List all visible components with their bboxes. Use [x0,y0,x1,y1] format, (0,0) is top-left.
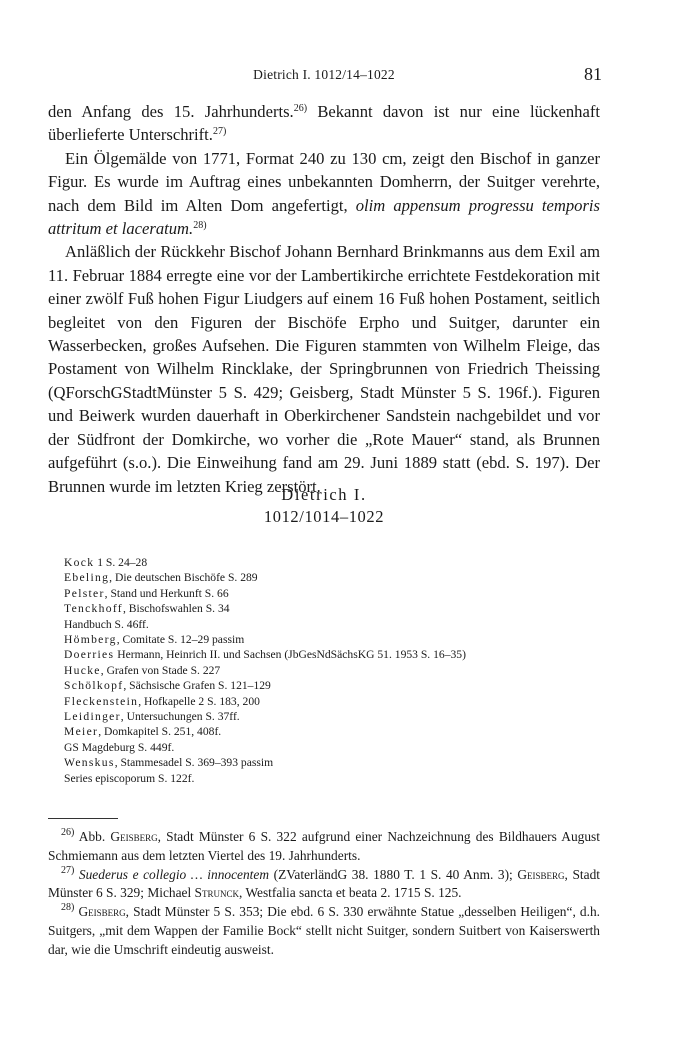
bibliography-item [64,724,624,739]
section-title: Dietrich I. [281,485,367,504]
bibliography-item [64,617,624,632]
author-name: Geisberg [78,904,126,920]
bibliography-list [64,555,624,786]
section-heading [48,484,600,528]
bib-reference: , Grafen von Stade S. 227 [100,663,221,677]
footnote-text: , Stadt Münster 5 S. 353; Die ebd. 6 S. 330 erwähnte Statue „desselben Heiligen“, d.h. Suitgers, „mit dem Wappen der Familie Bock“ stellt nicht Suitger, sondern Suitbert von Kaiserswerth dar, wie die Umschrift eindeutig ausweist. [48,904,600,957]
main-text [48,100,600,498]
footnote-number: 28) [61,902,75,914]
bibliography-item [64,740,624,755]
bib-reference: , Comitate S. 12–29 passim [116,633,245,647]
bib-reference: , Stammesadel S. 369–393 passim [114,756,274,770]
bib-reference: , Untersuchungen S. 37ff. [120,710,240,724]
bibliography-item [64,570,624,585]
footnote-ref: 27) [212,126,227,138]
paragraph-continuation [48,100,600,147]
section-dates: 1012/1014–1022 [263,507,385,526]
bib-reference: Handbuch S. 46ff. [64,617,149,631]
bibliography-item [64,586,624,601]
latin-quote: olim appensum progressu temporis attritum et laceratum. [48,195,600,239]
bib-reference: , Domkapitel S. 251, 408f. [98,725,222,739]
bib-reference: Series episcoporum S. 122f. [64,771,195,785]
bibliography-item [64,709,624,724]
paragraph-text: den Anfang des 15. Jahrhunderts. [48,102,294,121]
footnote-26 [48,828,600,866]
running-title: Dietrich I. 1012/14–1022 [253,67,395,82]
bibliography-item [64,755,624,770]
footnote-28 [48,903,600,959]
latin-quote: Suederus e collegio … innocentem [74,866,270,882]
bib-author: Hömberg [64,633,117,647]
bibliography-item [64,694,624,709]
running-head [48,64,600,86]
bib-author: Fleckenstein [64,694,139,708]
footnote-number: 26) [61,827,75,838]
bibliography-item [64,632,624,647]
footnote-divider [48,818,118,819]
bib-reference: , Bischofswahlen S. 34 [122,602,230,616]
bib-author: Hucke [64,663,101,677]
bib-author: Ebeling [64,571,110,585]
bibliography-item [64,678,624,693]
footnote-text: , Stadt Münster 6 S. 329; Michael [48,866,600,901]
paragraph-text: Ein Ölgemälde von 1771, Format 240 zu 130 cm, zeigt den Bischof in ganzer Figur. Es wurde im Auftrag eines unbekannten Domherrn, der Suitger verehrte, nach dem Bild im Alten Dom angefertigt, [48,148,600,215]
bib-author: Kock [64,556,95,569]
bibliography-item [64,555,624,570]
author-name: Geisberg [110,829,158,844]
footnote-text: Abb. [74,829,111,844]
footnote-number: 27) [61,864,75,876]
footnote-ref: 28) [193,220,207,232]
bib-reference: , Hofkapelle 2 S. 183, 200 [138,694,260,708]
bib-author: Meier [64,725,99,739]
paragraph-painting [48,147,600,241]
author-name: Strunck [194,885,239,901]
bibliography-item [64,663,624,678]
footnotes [48,828,600,960]
footnote-text: , Stadt Münster 6 S. 322 aufgrund einer Nachzeichnung des Bildhauers August Schmiemann aus dem letzten Viertel des 19. Jahrhunderts. [48,829,600,863]
bib-reference: , Die deutschen Bischöfe S. 289 [109,571,258,585]
paragraph-fountain: Anläßlich der Rückkehr Bischof Johann Bernhard Brinkmanns aus dem Exil am 11. Februar 1884 erregte eine vor der Lambertikirche errichtete Festdekoration mit einer zwölf Fuß hohen Figur Liudgers auf einem 16 Fuß hohen Postament, seitlich begleitet von den Figuren der Bischöfe Erpho und Suitger, darunter ein Wasserbecken, großes Aufsehen. Die Figuren stammten von Wilhelm Fleige, das Postament von Wilhelm Rincklake, der Springbrunnen von Friedrich Theissing (QForschGStadtMünster 5 S. 429; Geisberg, Stadt Münster 5 S. 196f.). Figuren und Beiwerk wurden dauerhaft in Oberkirchener Sandstein nachgebildet und vor der Südfront der Domkirche, wo vorher die „Rote Mauer“ stand, als Brunnen aufgeführt (s.o.). Die Einweihung fand am 29. Juni 1889 statt (ebd. S. 197). Der Brunnen wurde im letzten Krieg zerstört. [48,242,600,496]
bibliography-item [64,771,624,786]
bib-reference: 1 S. 24–28 [94,556,148,569]
bib-reference: Hermann, Heinrich II. und Sachsen (JbGesNdSächsKG 51. 1953 S. 16–35) [114,648,466,662]
bib-reference: , Sächsische Grafen S. 121–129 [123,679,271,693]
footnote-ref: 26) [293,103,308,114]
bibliography-item [64,601,624,616]
footnote-text: , Westfalia sancta et beata 2. 1715 S. 125. [239,885,462,901]
bib-author: Tenckhoff [64,602,123,616]
bib-author: Leidinger [64,710,121,724]
footnote-text: (ZVaterländG 38. 1880 T. 1 S. 40 Anm. 3); [269,866,518,882]
bib-author: Wenskus [64,756,115,770]
author-name: Geisberg [517,866,565,882]
page-number: 81 [584,64,602,84]
paragraph-text: Bekannt davon ist nur eine lückenhaft überlieferte Unterschrift. [48,102,600,145]
bib-author: Schölkopf [64,679,124,693]
bib-author: Pelster [64,586,105,600]
bib-author: Doerries [64,648,115,662]
footnote-27 [48,866,600,904]
bib-reference: , Stand und Herkunft S. 66 [104,586,229,600]
bib-reference: GS Magdeburg S. 449f. [64,740,175,754]
bibliography-item [64,647,624,662]
